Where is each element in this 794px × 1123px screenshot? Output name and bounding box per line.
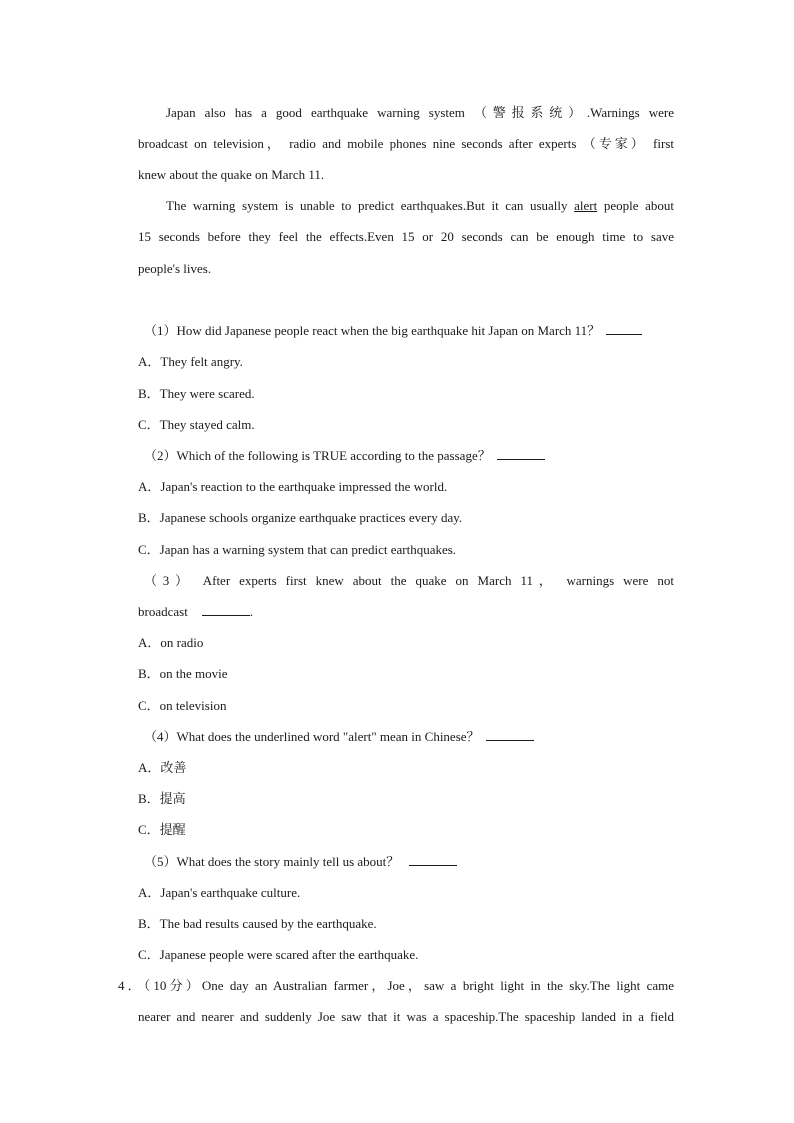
passage-text: people about	[597, 198, 674, 213]
question-stem: （1）How did Japanese people react when the big earthquake hit Japan on March 11？	[144, 323, 601, 338]
passage-paragraph-2-line-3: people's lives.	[138, 261, 212, 276]
question-stem: （2）Which of the following is TRUE according to the passage？	[144, 448, 491, 463]
option-2a: A．Japan's reaction to the earthquake impressed the world.	[138, 479, 448, 494]
answer-blank[interactable]	[409, 853, 457, 866]
passage-paragraph-1-line-3: knew about the quake on March 11.	[138, 167, 325, 182]
question-stem: （5）What does the story mainly tell us about？	[144, 854, 400, 869]
question-stem: （4）What does the underlined word "alert" mean in Chinese？	[144, 729, 480, 744]
option-3b: B．on the movie	[138, 666, 228, 681]
item-4-line-2: nearer and nearer and suddenly Joe saw that it was a spaceship.The spaceship landed in a field	[138, 1009, 674, 1024]
answer-blank[interactable]	[497, 447, 545, 460]
option-2b: B．Japanese schools organize earthquake practices every day.	[138, 510, 463, 525]
question-1	[144, 322, 674, 340]
passage-paragraph-2-line-2: 15 seconds before they feel the effects.Even 15 or 20 seconds can be enough time to save	[138, 229, 674, 244]
passage-paragraph-2-line-1	[166, 197, 674, 215]
passage-paragraph-1-line-2: broadcast on television， radio and mobile phones nine seconds after experts （专家） first	[138, 136, 674, 151]
question-5	[144, 853, 674, 871]
option-2c: C．Japan has a warning system that can predict earthquakes.	[138, 542, 457, 557]
answer-blank[interactable]	[606, 322, 642, 335]
option-4a: A．改善	[138, 760, 187, 775]
option-5a: A．Japan's earthquake culture.	[138, 885, 301, 900]
question-4	[144, 728, 674, 746]
option-1c: C．They stayed calm.	[138, 417, 255, 432]
option-5c: C．Japanese people were scared after the earthquake.	[138, 947, 419, 962]
option-3a: A．on radio	[138, 635, 204, 650]
question-stem-end: .	[249, 604, 254, 619]
question-3-line-2	[138, 603, 674, 621]
option-1a: A．They felt angry.	[138, 354, 243, 369]
question-stem: broadcast	[138, 604, 188, 619]
passage-text: The warning system is unable to predict earthquakes.But it can usually	[166, 198, 575, 213]
option-4c: C．提醒	[138, 822, 186, 837]
option-3c: C．on television	[138, 698, 227, 713]
question-3-line-1: （3） After experts first knew about the quake on March 11， warnings were not	[144, 573, 674, 588]
item-4-line-1: 4．（10分）One day an Australian farmer，Joe，saw a bright light in the sky.The light came	[118, 978, 674, 993]
answer-blank[interactable]	[486, 728, 534, 741]
underlined-word-alert: alert	[574, 198, 598, 213]
answer-blank[interactable]	[202, 603, 250, 616]
question-2	[144, 447, 674, 465]
option-1b: B．They were scared.	[138, 386, 255, 401]
option-4b: B．提高	[138, 791, 186, 806]
option-5b: B．The bad results caused by the earthquake.	[138, 916, 377, 931]
passage-paragraph-1-line-1: Japan also has a good earthquake warning system （警报系统）.Warnings were	[166, 105, 674, 120]
